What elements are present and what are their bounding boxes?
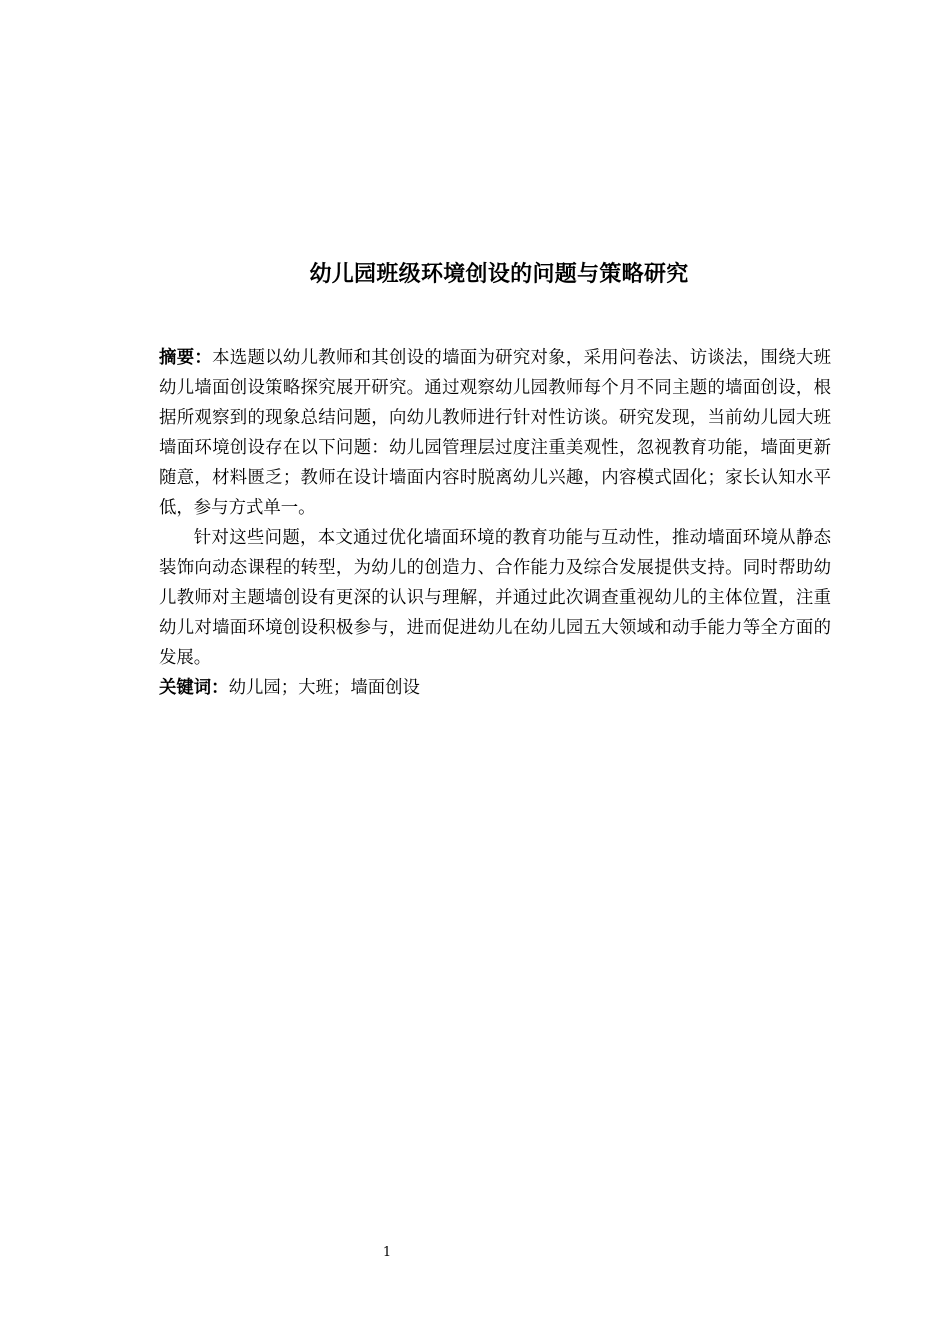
page-number: 1: [382, 1245, 392, 1260]
abstract-paragraph-2: 针对这些问题，本文通过优化墙面环境的教育功能与互动性，推动墙面环境从静态装饰向动态课程的转型，为幼儿的创造力、合作能力及综合发展提供支持。同时帮助幼儿教师对主题墙创设有更深的认识与理解，并通过此次调查重视幼儿的主体位置，注重幼儿对墙面环境创设积极参与，进而促进幼儿在幼儿园五大领域和动手能力等全方面的发展。: [159, 528, 831, 668]
document-title: 幼儿园班级环境创设的问题与策略研究: [309, 262, 689, 287]
keywords-text: 幼儿园；大班；墙面创设: [228, 678, 420, 698]
abstract-paragraph-1: [159, 343, 831, 523]
abstract-label: 摘要：: [159, 348, 213, 368]
keywords-line: [159, 673, 831, 703]
keywords-label: 关键词：: [159, 678, 229, 698]
abstract-text-1: 本选题以幼儿教师和其创设的墙面为研究对象，采用问卷法、访谈法，围绕大班幼儿墙面创设策略探究展开研究。通过观察幼儿园教师每个月不同主题的墙面创设，根据所观察到的现象总结问题，向幼儿教师进行针对性访谈。研究发现，当前幼儿园大班墙面环境创设存在以下问题：幼儿园管理层过度注重美观性，忽视教育功能，墙面更新随意，材料匮乏；教师在设计墙面内容时脱离幼儿兴趣，内容模式固化；家长认知水平低，参与方式单一。: [159, 348, 831, 518]
abstract-section: [159, 343, 831, 703]
